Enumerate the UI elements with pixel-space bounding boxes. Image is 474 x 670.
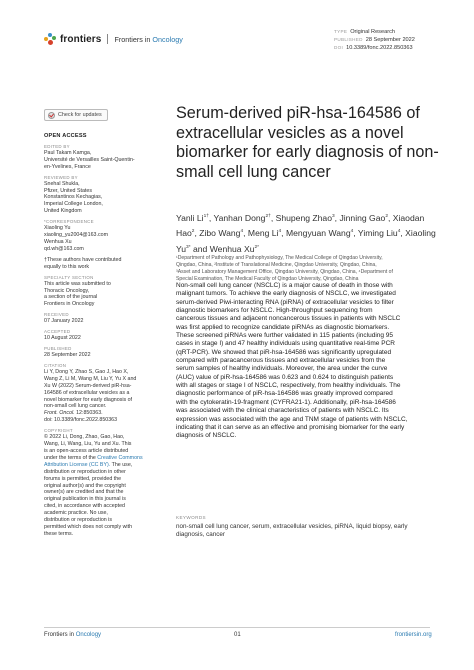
author-affiliation-marker: 3* xyxy=(186,244,191,250)
copyright-line: academic practice. No use, xyxy=(44,510,108,517)
edited-by-line: Université de Versailles Saint-Quentin- xyxy=(44,156,135,163)
author-affiliation-marker: 2 xyxy=(191,229,195,235)
author-name[interactable]: Yanhan Dong xyxy=(213,212,266,223)
header-divider xyxy=(107,34,108,44)
author-name[interactable]: Zibo Wang xyxy=(199,228,241,239)
copyright-line xyxy=(44,462,144,469)
correspondence-email[interactable]: qd.wh@163.com xyxy=(44,245,84,252)
citation-journal-line xyxy=(44,410,144,417)
published-label: PUBLISHED xyxy=(44,346,72,352)
creative-commons-link[interactable]: Creative Commons xyxy=(97,454,143,461)
reviewed-by-line: Pfizer, United States xyxy=(44,187,92,194)
author-name[interactable]: Xiaodan Hao xyxy=(176,212,425,239)
author-affiliation-marker: 4 xyxy=(397,229,401,235)
affiliations xyxy=(176,255,448,283)
abstract-line: with the cytokeratin-19-fragment (CYFRA21-1). Additionally, piR-hsa-164586 xyxy=(176,398,396,406)
author-name[interactable]: Jinning Gao xyxy=(339,212,386,223)
reviewed-by-line: United Kingdom xyxy=(44,208,82,215)
author-separator: , xyxy=(353,228,358,239)
citation-line: Li Y, Dong Y, Zhao S, Gao J, Hao X, xyxy=(44,368,129,375)
citation-line: non-small cell lung cancer. xyxy=(44,403,107,410)
citation-doi[interactable]: doi: 10.3389/fonc.2022.850363 xyxy=(44,417,118,424)
author-separator: , xyxy=(281,228,286,239)
abstract-line: diagnostic biomarkers for NSCLC. High-throughput sequencing from xyxy=(176,307,373,315)
footer-journal[interactable] xyxy=(44,632,101,638)
footer-site-link[interactable]: frontiersin.org xyxy=(395,632,432,638)
frontiers-logo[interactable] xyxy=(44,33,101,45)
citation-label: CITATION xyxy=(44,362,67,368)
affiliation-line: Special Examination, The Medical Faculty of Qingdao University, Qingdao, China xyxy=(176,276,359,282)
author-separator: and xyxy=(190,243,210,254)
copyright-line: forums is permitted, provided the xyxy=(44,475,122,482)
article-meta xyxy=(334,28,415,53)
citation-line: novel biomarker for early diagnosis of xyxy=(44,396,133,403)
license-link[interactable]: Attribution License (CC BY). xyxy=(44,461,111,468)
specialty-line: This article was submitted to xyxy=(44,280,111,287)
specialty-line: Frontiers in Oncology xyxy=(44,301,95,308)
abstract-line: diagnostic performance of piR-hsa-164586 was greatly improved compared xyxy=(176,390,393,398)
copyright-line: these terms. xyxy=(44,530,74,537)
specialty-line: a section of the journal xyxy=(44,294,98,301)
published-date: 28 September 2022 xyxy=(44,352,91,359)
abstract-line: (AUC) value of piR-hsa-164586 was 0.623 and 0.624 to distinguish patients xyxy=(176,373,394,381)
frontiers-logo-icon xyxy=(44,33,56,45)
open-access-heading: OPEN ACCESS xyxy=(44,133,87,139)
citation-volume: 12:850363. xyxy=(74,410,103,417)
author-list xyxy=(176,210,446,256)
abstract-line: cancerous tissues and adjacent noncancerous tissues in patients with NSCLC xyxy=(176,315,401,323)
author-affiliation-marker: 3 xyxy=(331,214,335,219)
received-date: 07 January 2022 xyxy=(44,318,84,325)
doi-value[interactable]: 10.3389/fonc.2022.850363 xyxy=(346,45,413,52)
footer-journal-prefix: Frontiers in xyxy=(44,632,76,638)
copyright-line: permitted which does not comply with xyxy=(44,523,133,530)
citation-line: Wang Z, Li M, Wang M, Liu Y, Yu X and xyxy=(44,375,137,382)
author-name[interactable]: Yiming Liu xyxy=(357,228,398,239)
journal-header xyxy=(44,33,183,45)
published-value: 28 September 2022 xyxy=(365,37,415,44)
author-separator: , xyxy=(400,228,406,239)
citation-line: 164586 of extracellular vesicles as a xyxy=(44,389,130,396)
author-affiliation-marker: 4 xyxy=(350,229,354,235)
logo-wordmark: frontiers xyxy=(60,33,102,45)
equal-contribution-note: equally to this work xyxy=(44,263,90,270)
affiliation-line: ³Asset and Laboratory Management Office, Qingdao University, Qingdao, China, ⁴Department of xyxy=(176,269,393,275)
keywords-line: diagnosis, cancer xyxy=(176,531,226,539)
author-affiliation-marker: 4 xyxy=(278,229,282,235)
copyright-line: owner(s) are credited and that the xyxy=(44,489,124,496)
published-label: PUBLISHED xyxy=(334,37,363,43)
abstract-line: (qRT-PCR). We showed that piR-hsa-164586 was significantly upregulated xyxy=(176,348,392,356)
abstract-line: indicating that it can serve as an effective and promising biomarker for the early xyxy=(176,423,405,431)
type-value: Original Research xyxy=(350,29,395,35)
copyright-text: under the terms of the xyxy=(44,454,98,461)
abstract-line: was first applied to recognize candidate piRNAs as diagnostic biomarkers. xyxy=(176,323,390,331)
abstract-line: cases in stage I) and 47 healthy individuals using quantitative real-time PCR xyxy=(176,340,395,348)
author-separator: , xyxy=(334,212,340,223)
author-name[interactable]: Wenhua Xu xyxy=(209,243,255,254)
author-separator: , xyxy=(208,212,214,223)
equal-contribution-note: †These authors have contributed xyxy=(44,256,122,263)
correspondence-name: Wenhua Xu xyxy=(44,238,72,245)
author-separator: , xyxy=(270,212,276,223)
copyright-line: is an open-access article distributed xyxy=(44,448,129,454)
doi-label: DOI xyxy=(334,45,344,51)
keywords-heading: KEYWORDS xyxy=(176,515,206,520)
citation-journal: Front. Oncol. xyxy=(44,410,75,417)
author-name[interactable]: Shupeng Zhao xyxy=(275,212,332,223)
specialty-line: Thoracic Oncology, xyxy=(44,287,90,294)
check-updates-label: Check for updates xyxy=(58,112,102,118)
author-affiliation-marker: 1† xyxy=(203,214,209,219)
abstract-line: compared with paracancerous tissues and extracellular vesicles from the xyxy=(176,357,386,365)
footer-divider xyxy=(44,627,430,628)
edited-by-line: en-Yvelines, France xyxy=(44,163,91,170)
copyright-line: distribution or reproduction is xyxy=(44,517,113,524)
reviewed-by-line: Imperial College London, xyxy=(44,201,103,208)
author-separator: , xyxy=(387,212,393,223)
abstract xyxy=(176,282,450,441)
specialty-label: SPECIALTY SECTION xyxy=(44,274,94,280)
author-separator: , xyxy=(243,228,248,239)
received-label: RECEIVED xyxy=(44,312,69,318)
edited-by-label: EDITED BY xyxy=(44,143,70,149)
author-name[interactable]: Xiaoling Yu xyxy=(176,228,436,254)
author-affiliation-marker: 2 xyxy=(385,214,388,219)
author-name[interactable]: Meng Li xyxy=(247,228,279,239)
copyright-line: distribution or reproduction in other xyxy=(44,468,126,475)
accepted-label: ACCEPTED xyxy=(44,329,71,335)
journal-name[interactable] xyxy=(114,35,182,44)
copyright-line: original author(s) and the copyright xyxy=(44,482,126,489)
copyright-text: The use, xyxy=(110,461,133,468)
article-sidebar xyxy=(44,133,144,538)
journal-prefix: Frontiers in xyxy=(114,34,153,44)
keywords-list xyxy=(176,523,446,539)
journal-highlight: Oncology xyxy=(152,34,183,44)
abstract-line: expression was associated with the age and TNM stage of patients with NSCLC, xyxy=(176,415,408,423)
copyright-line: © 2022 Li, Dong, Zhao, Gao, Hao, xyxy=(44,434,125,441)
author-affiliation-marker: 4 xyxy=(240,229,244,235)
check-updates-icon xyxy=(48,112,55,119)
author-affiliation-marker: 2† xyxy=(265,214,271,219)
author-separator: , xyxy=(194,228,200,239)
check-for-updates-button[interactable] xyxy=(44,109,108,121)
accepted-date: 10 August 2022 xyxy=(44,335,81,342)
abstract-line: Non-small cell lung cancer (NSCLC) is a major cause of death in those with xyxy=(176,282,393,289)
abstract-line: diagnosis of NSCLC. xyxy=(176,432,237,440)
page-number: 01 xyxy=(234,632,241,638)
type-label: TYPE xyxy=(334,29,348,34)
abstract-line: malignant tumors. To achieve the early diagnosis of NSCLC, we investigated xyxy=(176,290,396,298)
author-affiliation-marker: 2* xyxy=(254,244,260,250)
footer-journal-highlight: Oncology xyxy=(75,632,102,638)
reviewed-by-label: REVIEWED BY xyxy=(44,174,78,180)
abstract-line: was associated with the clinical characteristics of patients with NSCLC. Its xyxy=(176,407,389,415)
citation-line: Xu W (2022) Serum-derived piR-hsa- xyxy=(44,382,132,389)
correspondence-email[interactable]: xiaoling_yu2004@163.com xyxy=(44,232,108,239)
affiliation-line: ¹Department of Pathology and Pathophysiology, The Medical College of Qingdao University, xyxy=(176,255,383,261)
article-title: Serum-derived piR-hsa-164586 of extracellular vesicles as a novel biomarker for early diagnosis of non-small cell lung cancer xyxy=(176,104,439,181)
author-name[interactable]: Mengyuan Wang xyxy=(285,228,351,239)
correspondence-label: *CORRESPONDENCE xyxy=(44,219,94,225)
abstract-line: serum samples of healthy individuals. Moreover, the area under the curve xyxy=(176,365,388,373)
copyright-line: Wang, Li, Wang, Liu, Yu and Xu. This xyxy=(44,441,132,448)
reviewed-by-line: Konstantinos Kechagias, xyxy=(44,194,103,201)
abstract-line: These screened piRNAs were further validated in 115 patients (including 95 xyxy=(176,332,394,340)
copyright-line: cited, in accordance with accepted xyxy=(44,503,125,510)
copyright-line xyxy=(44,455,144,462)
copyright-line: original publication in this journal is xyxy=(44,496,126,503)
copyright-label: COPYRIGHT xyxy=(44,428,73,434)
edited-by-line: Paul Takam Kamga, xyxy=(44,149,92,156)
affiliation-line: Qingdao, China, ²Institute of Translational Medicine, Qingdao University, Qingdao, China, xyxy=(176,262,377,268)
keywords-line: non-small cell lung cancer, serum, extracellular vesicles, piRNA, liquid biopsy, early xyxy=(176,523,408,530)
abstract-line: with all stages or stage I of NSCLC, respectively, from healthy individuals. The xyxy=(176,382,401,390)
reviewed-by-line: Snehal Shukla, xyxy=(44,180,80,187)
author-name[interactable]: Yanli Li xyxy=(176,212,204,223)
correspondence-name: Xiaoling Yu xyxy=(44,225,71,232)
abstract-line: serum-derived Piwi-interacting RNA (piRNA) of extracellular vesicles to filter xyxy=(176,298,394,306)
